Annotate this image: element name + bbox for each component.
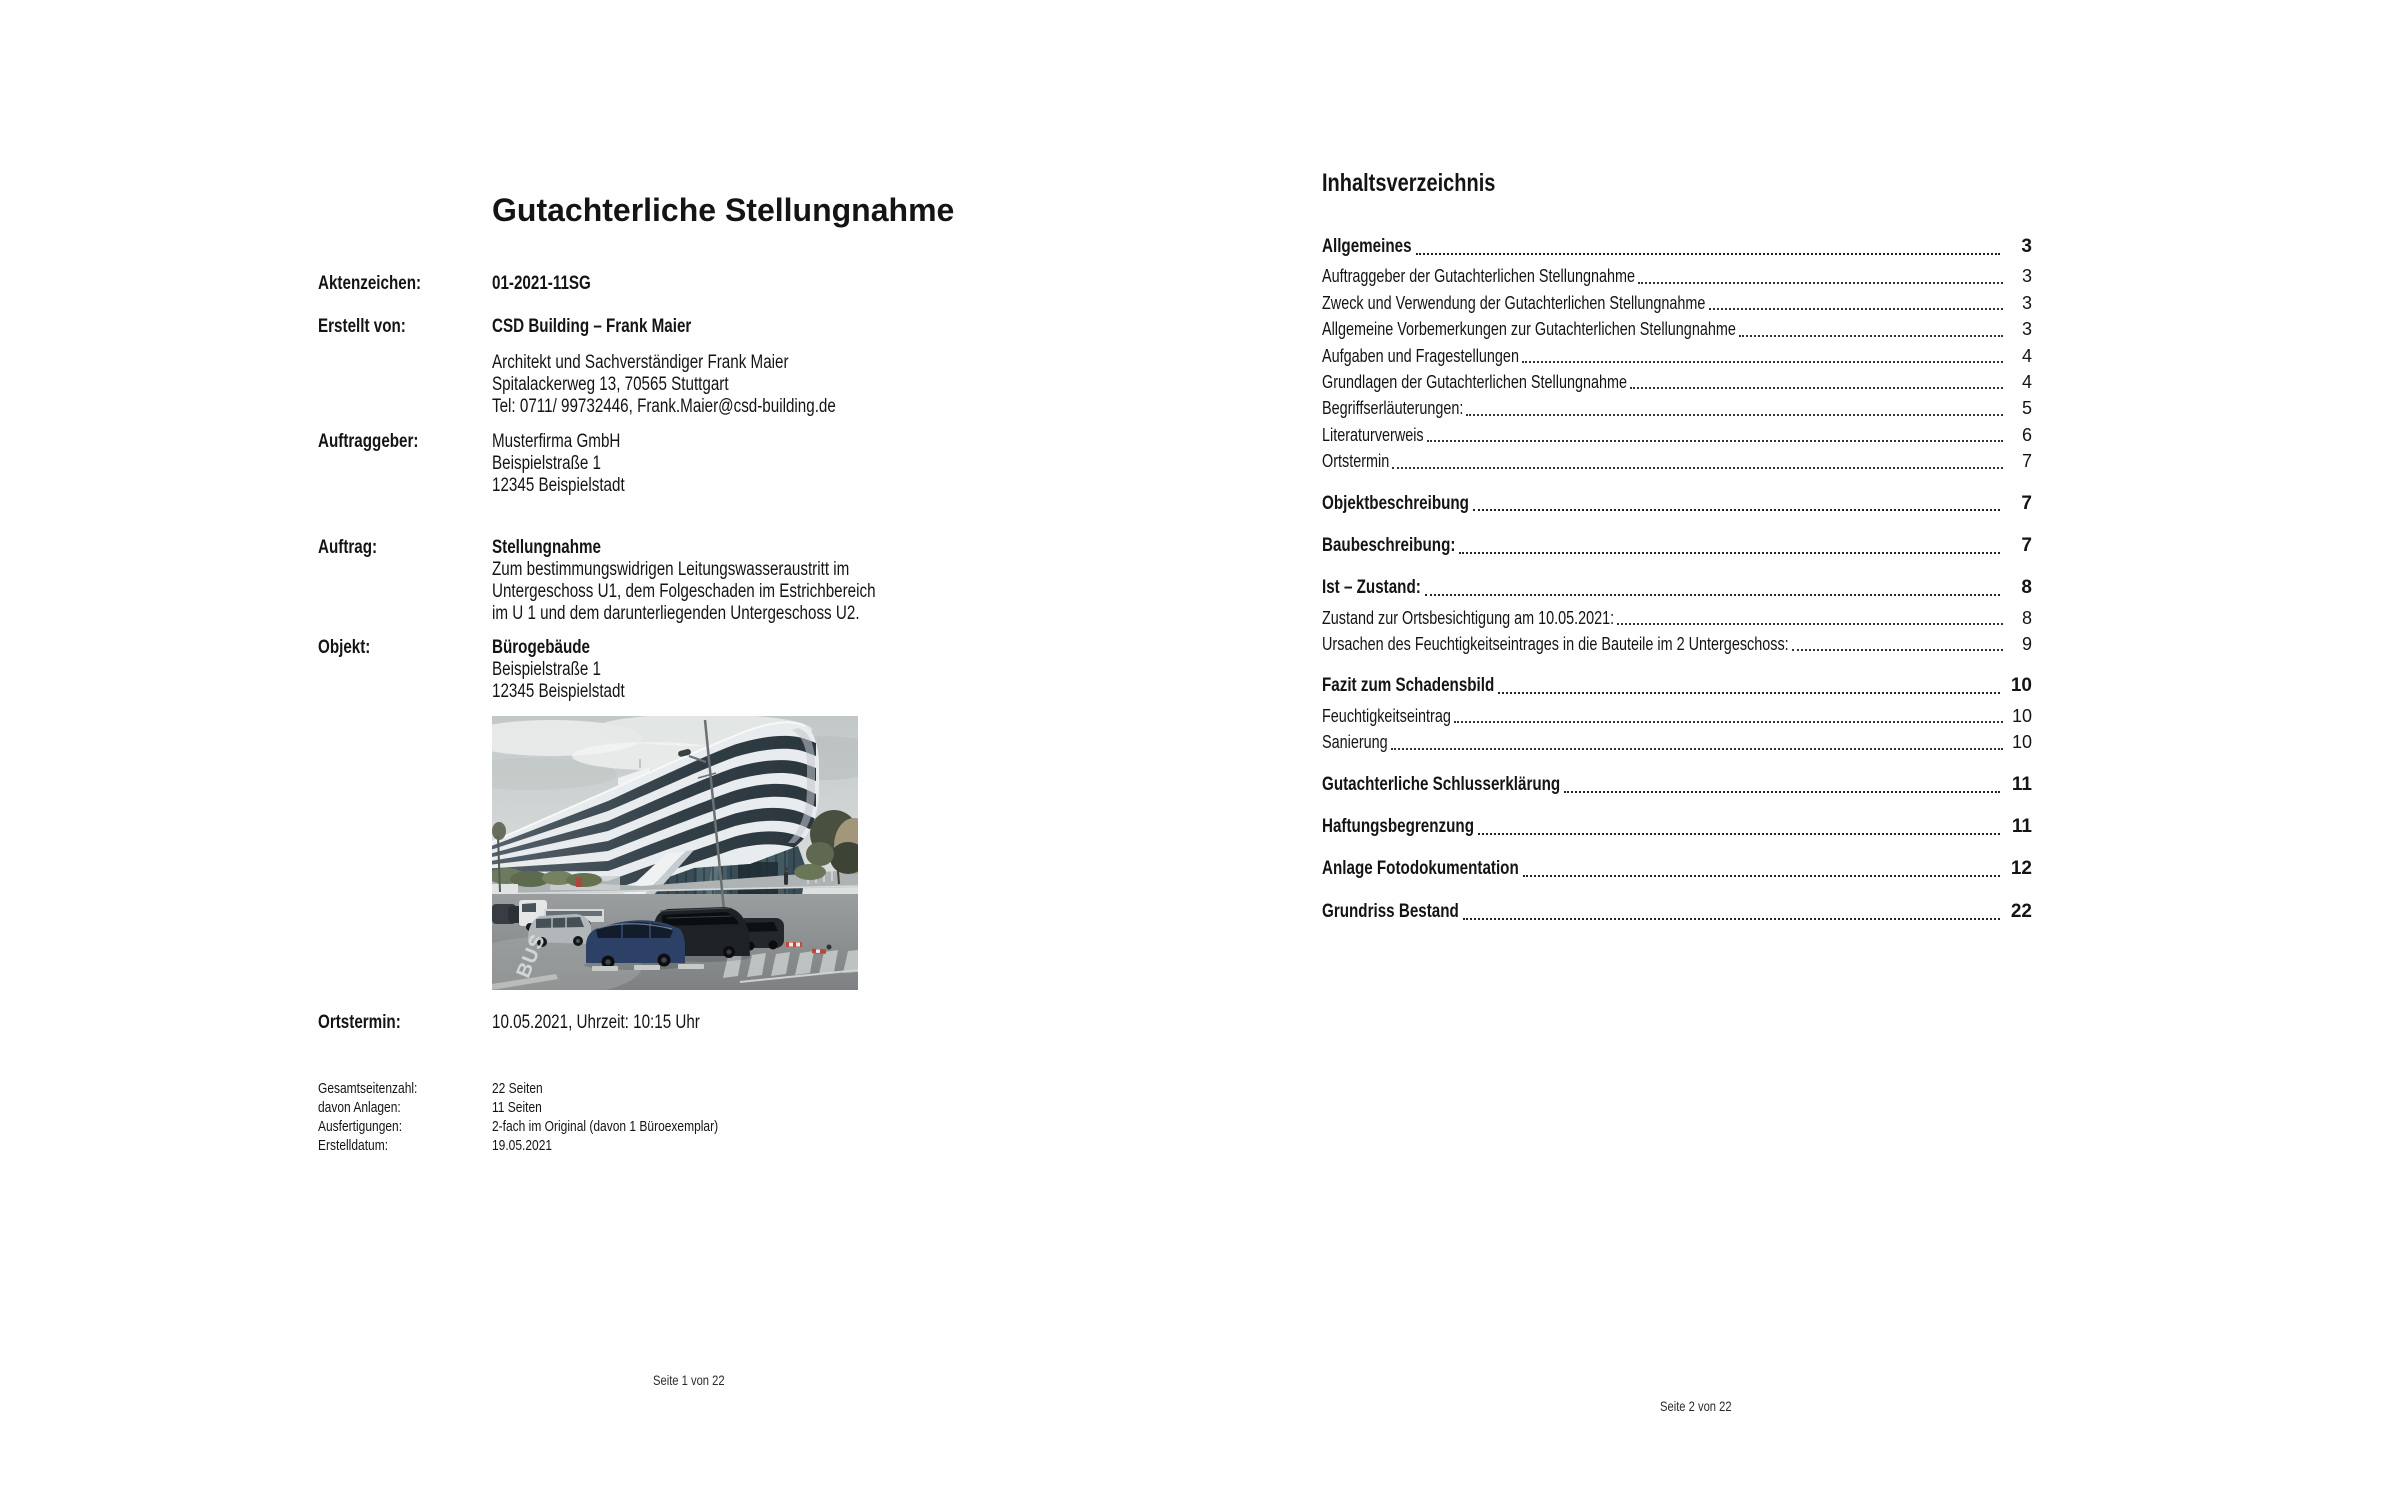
- toc-entry-label: Grundriss Bestand: [1322, 900, 1459, 922]
- erstellt-von-name: CSD Building – Frank Maier: [492, 316, 692, 337]
- toc-entry[interactable]: [1322, 290, 2032, 316]
- toc-dot-leader: [1522, 361, 2003, 363]
- toc-entry[interactable]: [1322, 605, 2032, 631]
- auftraggeber-line: Beispielstraße 1: [492, 453, 601, 474]
- toc-entry-label: Zweck und Verwendung der Gutachterlichen Stellungnahme: [1322, 292, 1706, 313]
- building-photo: [492, 716, 858, 990]
- toc-dot-leader: [1564, 791, 2000, 793]
- toc-entry-label: Haftungsbegrenzung: [1322, 816, 1474, 838]
- meta-row: [318, 1136, 1018, 1155]
- toc-entry[interactable]: [1322, 729, 2032, 755]
- toc-entry-page: 10: [2011, 705, 2032, 726]
- field-row-erstellt-von: [318, 316, 1038, 418]
- ortstermin-value: 10.05.2021, Uhrzeit: 10:15 Uhr: [492, 1012, 700, 1033]
- toc-entry-label: Fazit zum Schadensbild: [1322, 675, 1495, 697]
- toc-entry-page: 10: [2011, 732, 2032, 753]
- auftraggeber-line: Musterfirma GmbH: [492, 431, 621, 452]
- toc-dot-leader: [1473, 509, 2000, 511]
- objekt-label: Objekt:: [318, 637, 371, 658]
- toc-entry-label: Objektbeschreibung: [1322, 492, 1469, 514]
- field-row-aktenzeichen: [318, 273, 1038, 295]
- toc-entry-page: 3: [2021, 236, 2032, 257]
- toc-entry-page: 22: [2010, 900, 2032, 922]
- toc-dot-leader: [1454, 721, 2003, 723]
- toc-entry-page: 8: [2021, 577, 2032, 599]
- toc-entry[interactable]: [1322, 263, 2032, 289]
- erstellt-von-line: Spitalackerweg 13, 70565 Stuttgart: [492, 374, 729, 395]
- toc-entry[interactable]: [1322, 448, 2032, 474]
- toc-dot-leader: [1739, 335, 2003, 337]
- toc-entry[interactable]: [1322, 673, 2032, 699]
- toc-entry-label: Grundlagen der Gutachterlichen Stellungnahme: [1322, 371, 1627, 392]
- toc-entry-label: Anlage Fotodokumentation: [1322, 858, 1519, 880]
- toc-dot-leader: [1617, 623, 2003, 625]
- toc-dot-leader: [1498, 692, 2000, 694]
- toc-entry-page: 11: [2011, 816, 2032, 838]
- toc-heading: [1322, 168, 1495, 198]
- toc-dot-leader: [1391, 748, 2003, 750]
- toc-dot-leader: [1463, 918, 2000, 920]
- meta-value: 22 Seiten: [492, 1080, 543, 1097]
- toc-dot-leader: [1459, 552, 2000, 554]
- toc-entry-page: 3: [2021, 266, 2032, 287]
- toc-entry-label: Allgemeines: [1322, 236, 1412, 257]
- meta-value: 11 Seiten: [492, 1099, 542, 1116]
- auftrag-line: Untergeschoss U1, dem Folgeschaden im Estrichbereich: [492, 581, 876, 602]
- document-meta-block: [318, 1079, 1018, 1155]
- toc-entry[interactable]: [1322, 631, 2032, 657]
- toc-entry-page: 3: [2021, 319, 2032, 340]
- page1-footer: [653, 1372, 725, 1388]
- objekt-line: Beispielstraße 1: [492, 659, 601, 680]
- meta-label: Ausfertigungen:: [318, 1118, 403, 1135]
- auftraggeber-line: 12345 Beispielstadt: [492, 475, 625, 496]
- toc-entry[interactable]: [1322, 234, 2032, 260]
- field-row-ortstermin: [318, 1012, 1038, 1034]
- page1-footer-text: Seite 1 von 22: [653, 1372, 725, 1388]
- toc-entry[interactable]: [1322, 703, 2032, 729]
- toc-entry-page: 10: [2010, 675, 2032, 697]
- toc-entry-page: 6: [2021, 424, 2032, 445]
- auftraggeber-label: Auftraggeber:: [318, 431, 419, 452]
- field-row-auftraggeber: [318, 431, 1038, 497]
- toc-entry-label: Literaturverweis: [1322, 424, 1424, 445]
- field-row-auftrag: [318, 537, 1038, 625]
- aktenzeichen-label: Aktenzeichen:: [318, 273, 422, 294]
- toc-entry-label: Aufgaben und Fragestellungen: [1322, 345, 1519, 366]
- toc-entry[interactable]: [1322, 575, 2032, 601]
- toc-entry-page: 3: [2021, 292, 2032, 313]
- meta-label: davon Anlagen:: [318, 1099, 401, 1116]
- toc-dot-leader: [1792, 649, 2003, 651]
- toc-entry-label: Zustand zur Ortsbesichtigung am 10.05.2021:: [1322, 607, 1615, 628]
- aktenzeichen-value: 01-2021-11SG: [492, 273, 591, 294]
- toc-entry[interactable]: [1322, 395, 2032, 421]
- toc-entry-page: 7: [2021, 451, 2032, 472]
- meta-row: [318, 1079, 1018, 1098]
- toc-dot-leader: [1392, 467, 2003, 469]
- page-title: Gutachterliche Stellungnahme: [492, 192, 955, 228]
- svg-text:BUS: BUS: [512, 930, 550, 982]
- ortstermin-label: Ortstermin:: [318, 1012, 401, 1033]
- toc-entry-page: 7: [2021, 534, 2032, 556]
- toc-list: [1322, 218, 2032, 928]
- toc-heading-text: Inhaltsverzeichnis: [1322, 169, 1496, 197]
- toc-entry-page: 8: [2021, 607, 2032, 628]
- meta-value: 2-fach im Original (davon 1 Büroexemplar): [492, 1118, 719, 1135]
- toc-entry-label: Begriffserläuterungen:: [1322, 398, 1464, 419]
- erstellt-von-label: Erstellt von:: [318, 316, 406, 337]
- field-row-objekt: [318, 637, 1038, 703]
- meta-row: [318, 1098, 1018, 1117]
- toc-entry[interactable]: [1322, 814, 2032, 840]
- toc-entry-label: Feuchtigkeitseintrag: [1322, 705, 1451, 726]
- toc-dot-leader: [1466, 414, 2003, 416]
- toc-entry[interactable]: [1322, 491, 2032, 517]
- toc-entry-label: Sanierung: [1322, 732, 1388, 753]
- toc-entry[interactable]: [1322, 899, 2032, 925]
- erstellt-von-line: Architekt und Sachverständiger Frank Maier: [492, 352, 789, 373]
- toc-entry-page: 7: [2021, 492, 2032, 514]
- building-photo-image: [492, 716, 858, 990]
- toc-entry-label: Ist – Zustand:: [1322, 577, 1421, 599]
- toc-entry-label: Ortstermin: [1322, 451, 1390, 472]
- objekt-title: Bürogebäude: [492, 637, 590, 658]
- auftrag-line: Zum bestimmungswidrigen Leitungswasseraustritt im: [492, 559, 850, 580]
- toc-entry[interactable]: [1322, 343, 2032, 369]
- toc-dot-leader: [1427, 440, 2003, 442]
- meta-value: 19.05.2021: [492, 1137, 553, 1154]
- toc-entry-page: 11: [2011, 773, 2032, 795]
- toc-entry[interactable]: [1322, 772, 2032, 798]
- objekt-line: 12345 Beispielstadt: [492, 681, 625, 702]
- toc-entry[interactable]: [1322, 533, 2032, 559]
- toc-entry-page: 9: [2021, 634, 2032, 655]
- toc-dot-leader: [1630, 387, 2003, 389]
- toc-entry-label: Baubeschreibung:: [1322, 534, 1456, 556]
- toc-dot-leader: [1478, 833, 2000, 835]
- page2-footer: [1660, 1398, 1732, 1414]
- auftrag-line: im U 1 und dem darunterliegenden Untergeschoss U2.: [492, 603, 860, 624]
- toc-entry[interactable]: [1322, 369, 2032, 395]
- toc-dot-leader: [1638, 282, 2003, 284]
- meta-label: Erstelldatum:: [318, 1137, 389, 1154]
- toc-dot-leader: [1416, 253, 2000, 255]
- toc-entry-label: Allgemeine Vorbemerkungen zur Gutachterlichen Stellungnahme: [1322, 319, 1736, 340]
- toc-entry[interactable]: [1322, 422, 2032, 448]
- toc-dot-leader: [1425, 594, 2000, 596]
- toc-entry-label: Gutachterliche Schlusserklärung: [1322, 773, 1561, 795]
- erstellt-von-line: Tel: 0711/ 99732446, Frank.Maier@csd-building.de: [492, 396, 836, 417]
- toc-entry-page: 4: [2021, 371, 2032, 392]
- auftrag-label: Auftrag:: [318, 537, 378, 558]
- auftrag-title: Stellungnahme: [492, 537, 601, 558]
- toc-dot-leader: [1709, 308, 2004, 310]
- page2-footer-text: Seite 2 von 22: [1660, 1398, 1732, 1414]
- toc-dot-leader: [1523, 875, 2000, 877]
- toc-entry[interactable]: [1322, 316, 2032, 342]
- meta-label: Gesamtseitenzahl:: [318, 1080, 418, 1097]
- toc-entry-page: 4: [2021, 345, 2032, 366]
- toc-entry-label: Ursachen des Feuchtigkeitseintrages in die Bauteile im 2 Untergeschoss:: [1322, 634, 1789, 655]
- toc-entry-page: 12: [2010, 858, 2032, 880]
- toc-entry[interactable]: [1322, 856, 2032, 882]
- toc-entry-label: Auftraggeber der Gutachterlichen Stellungnahme: [1322, 266, 1635, 287]
- toc-entry-page: 5: [2021, 398, 2032, 419]
- meta-row: [318, 1117, 1018, 1136]
